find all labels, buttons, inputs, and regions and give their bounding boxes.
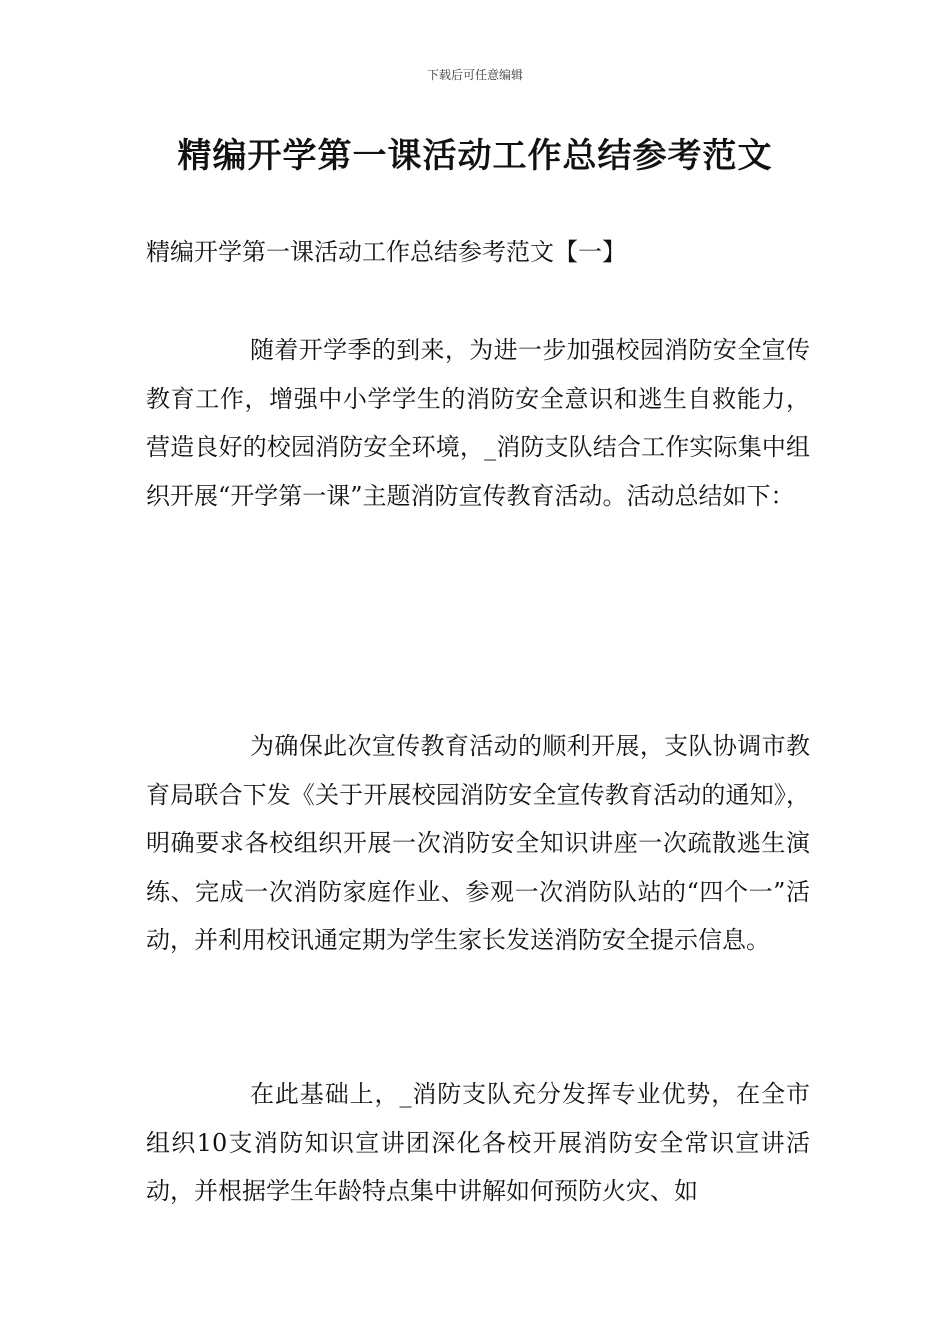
header-note: 下载后可任意编辑 — [426, 68, 523, 82]
section-heading: 精编开学第一课活动工作总结参考范文【一】 — [146, 238, 626, 266]
document-title: 精编开学第一课活动工作总结参考范文 — [177, 136, 773, 176]
paragraph-1: 随着开学季的到来，为进一步加强校园消防安全宣传教育工作，增强中小学学生的消防安全意识和逃生自救能力，营造良好的校园消防安全环境，_消防支队结合工作实际集中组织开展“开学第一课”主题消防宣传教育活动。活动总结如下： — [146, 336, 810, 510]
paragraph-2: 为确保此次宣传教育活动的顺利开展，支队协调市教育局联合下发《关于开展校园消防安全宣传教育活动的通知》，明确要求各校组织开展一次消防安全知识讲座一次疏散逃生演练、完成一次消防家庭作业、参观一次消防队站的“四个一”活动，并利用校讯通定期为学生家长发送消防安全提示信息。 — [146, 732, 810, 954]
paragraph-3: 在此基础上，_消防支队充分发挥专业优势，在全市组织10支消防知识宣讲团深化各校开展消防安全常识宣讲活动，并根据学生年龄特点集中讲解如何预防火灾、如 — [146, 1080, 810, 1205]
